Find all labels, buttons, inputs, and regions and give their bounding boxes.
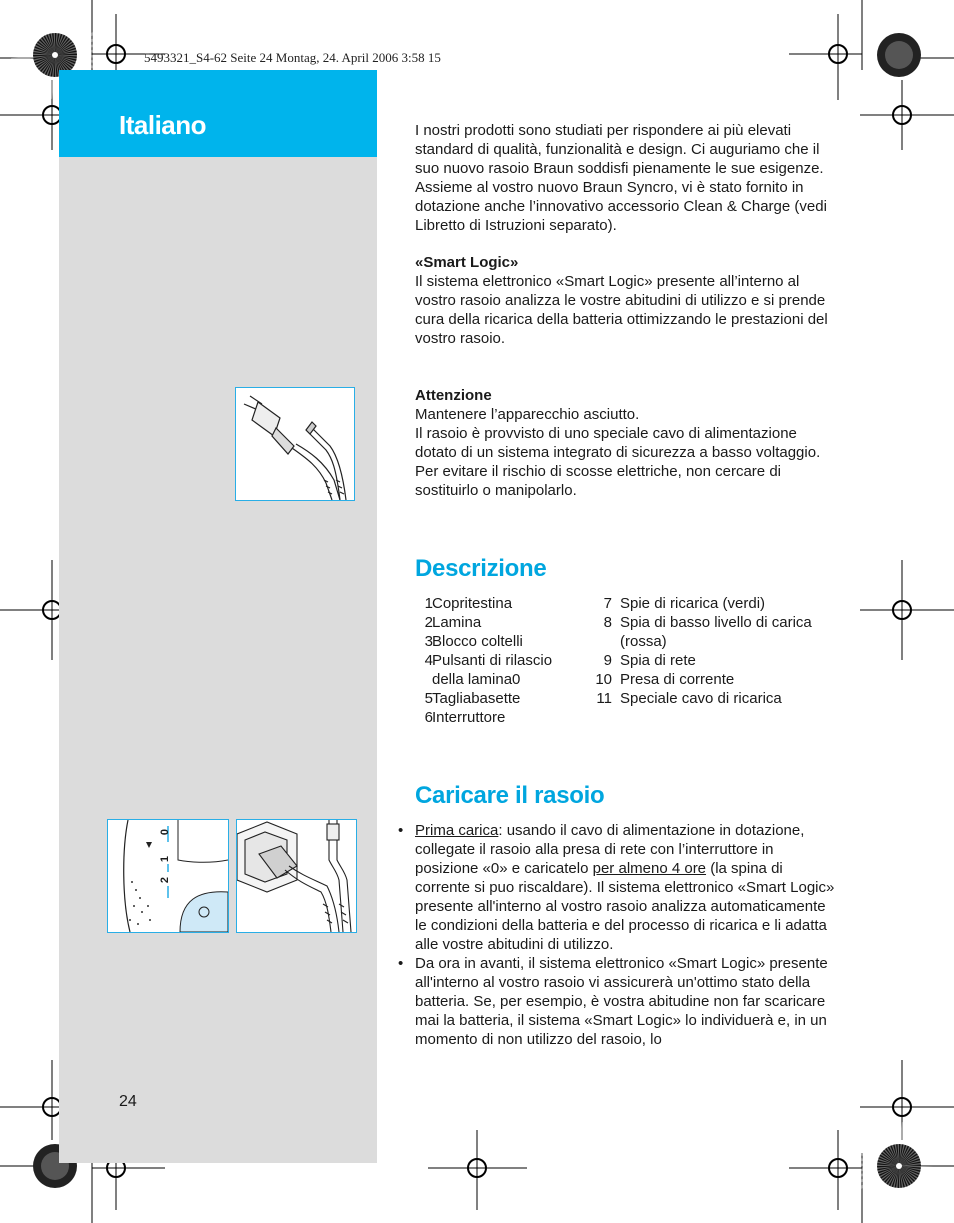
charge-duration: per almeno 4 ore [592, 860, 707, 877]
list-item: 5 Tagliabasette [424, 690, 521, 707]
language-title: Italiano [119, 110, 207, 140]
attention-text: Il rasoio è provvisto di uno speciale cavo di alimentazione dotato di un sistema integrato di sicurezza a basso voltaggio. Per evitare il rischio di scosse elettriche, non cercare di sostituirlo o manipolarlo. [415, 425, 821, 499]
smart-logic-section [415, 253, 840, 348]
switch-label-1: 1 [159, 855, 172, 863]
list-item: 6 Interruttore [424, 709, 506, 726]
figure-socket-plug [236, 819, 357, 933]
list-item: 2 Lamina [424, 614, 482, 631]
socket-illustration [237, 820, 356, 932]
sidebar-column [59, 157, 377, 1163]
list-item: 11 Speciale cavo di ricarica [596, 690, 782, 707]
list-item: 9 Spia di rete [603, 652, 696, 669]
list-item: • Da ora in avanti, il sistema elettronico «Smart Logic» presente all'interno al vostro rasoio vi assicurerà un'ottimo stato della batteria. Se, per esempio, è vostra abitudine non far scaricare mai la batteria, il sistema «Smart Logic» lo individuerà e, in un momento di non utilizzo del rasoio, lo [398, 955, 828, 1048]
bullet: • [398, 822, 404, 839]
attention-heading: Attenzione [415, 387, 492, 404]
first-charge-label: Prima carica [415, 822, 499, 839]
list-item: 10 Presa di corrente [595, 671, 735, 688]
smart-logic-text: Il sistema elettronico «Smart Logic» presente all’interno al vostro rasoio analizza le vostre abitudini di utilizzo e si prende cura della ricarica della batteria ottimizzando le prestazioni del vostro rasoio. [415, 273, 828, 347]
list-item: 4 Pulsanti di rilascio della lamina0 [424, 652, 553, 688]
switch-label-0: 0 [159, 828, 172, 836]
attention-line: Mantenere l’apparecchio asciutto. [415, 406, 640, 423]
power-cord-illustration [236, 388, 354, 500]
smart-logic-heading: «Smart Logic» [415, 254, 519, 271]
parts-list-right [590, 594, 840, 708]
bullet: • [398, 955, 404, 972]
list-item: 1 Copritestina [424, 595, 513, 612]
attention-section [415, 386, 840, 500]
parts-list-left [415, 594, 585, 727]
language-band [59, 70, 377, 157]
print-header: 5493321_S4-62 Seite 24 Montag, 24. April 2006 3:58 15 [144, 50, 441, 65]
intro-paragraph [415, 121, 840, 235]
switch-label-2: 2 [159, 876, 172, 884]
figure-power-cord [235, 387, 355, 501]
list-item: 8 Spia di basso livello di carica (rossa) [603, 614, 812, 650]
page-number: 24 [119, 1093, 137, 1110]
charging-heading: Caricare il rasoio [415, 782, 605, 809]
description-heading: Descrizione [415, 555, 547, 582]
intro-text: I nostri prodotti sono studiati per rispondere ai più elevati standard di qualità, funzionalità e design. Ci auguriamo che il suo nuovo rasoio Braun soddisfi pienamente le sue esigenze. Assieme al vostro nuovo Braun Syncro, vi è stato fornito in dotazione anche l’innovativo accessorio Clean & Charge (vedi Libretto di Istruzioni separato). [415, 122, 827, 234]
list-item: 7 Spie di ricarica (verdi) [603, 595, 766, 612]
list-item: • Prima carica: usando il cavo di alimentazione in dotazione, collegate il rasoio alla presa di rete con l’interruttore in posizione «0» e caricatelo per almeno 4 ore (la spina di corrente si puo riscaldare). Il sistema elettronico «Smart Logic» presente all'interno al vostro rasoio analizza automaticamente le condizioni della batteria e del processo di ricarica e li adatta alle vostre abitudini di utilizzo. [398, 822, 835, 953]
list-item: 3 Blocco coltelli [424, 633, 523, 650]
charging-bullets [398, 821, 840, 1049]
